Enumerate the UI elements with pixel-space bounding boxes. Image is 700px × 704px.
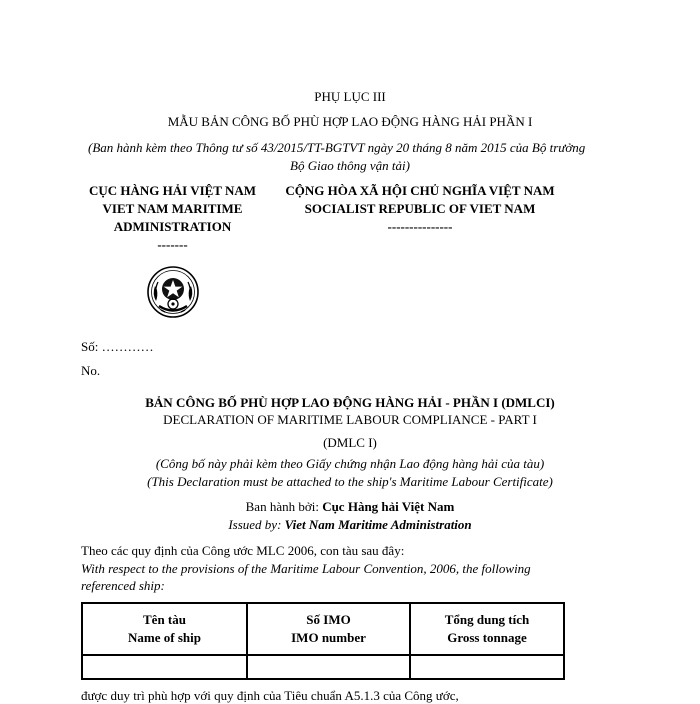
issued-by-vi-label: Ban hành bởi: — [245, 499, 323, 514]
table-header-imo-number: Số IMO IMO number — [247, 603, 410, 655]
intro-en-line-1: With respect to the provisions of the Maritime Labour Convention, 2006, the following — [81, 561, 531, 576]
document-title-en: DECLARATION OF MARITIME LABOUR COMPLIANCE - PART I — [163, 412, 537, 427]
national-emblem-icon — [147, 266, 199, 318]
gross-tonnage-cell[interactable] — [410, 655, 564, 679]
document-number-vi: Số: ………… — [81, 339, 154, 354]
footer-text: được duy trì phù hợp với quy định của Tiêu chuẩn A5.1.3 của Công ước, — [81, 688, 459, 703]
issued-by-en-value: Viet Nam Maritime Administration — [284, 517, 472, 532]
table-header-row — [82, 603, 564, 655]
form-title: MẪU BẢN CÔNG BỐ PHÙ HỢP LAO ĐỘNG HÀNG HẢI PHẦN I — [167, 114, 533, 129]
table-row — [82, 655, 564, 679]
document-code: (DMLC I) — [323, 435, 377, 450]
intro-vi: Theo các quy định của Công ước MLC 2006, con tàu sau đây: — [81, 543, 405, 558]
imo-number-cell[interactable] — [247, 655, 410, 679]
right-header-line-2: SOCIALIST REPUBLIC OF VIET NAM — [304, 201, 536, 216]
appendix-heading: PHỤ LỤC III — [314, 89, 386, 104]
issued-by-en — [0, 517, 700, 533]
issued-by-vi — [0, 499, 700, 515]
table-header-gross-tonnage: Tổng dung tích Gross tonnage — [410, 603, 564, 655]
right-header-line-1: CỘNG HÒA XÃ HỘI CHỦ NGHĨA VIỆT NAM — [285, 183, 555, 198]
issued-by-vi-value: Cục Hàng hải Việt Nam — [322, 499, 455, 514]
intro-en-line-2: referenced ship: — [81, 578, 165, 593]
ship-details-table — [81, 602, 565, 680]
issued-note-line-2: Bộ Giao thông vận tải) — [290, 158, 410, 173]
table-header-ship-name: Tên tàu Name of ship — [82, 603, 247, 655]
left-header-rule: ------- — [157, 237, 188, 252]
document-number-en: No. — [81, 363, 101, 378]
attachment-note-en: (This Declaration must be attached to the ship's Maritime Labour Certificate) — [147, 474, 553, 489]
attachment-note-vi: (Công bố này phải kèm theo Giấy chứng nhận Lao động hàng hải của tàu) — [155, 456, 545, 471]
left-header-line-3: ADMINISTRATION — [113, 219, 232, 234]
left-header-line-2: VIET NAM MARITIME — [102, 201, 243, 216]
left-header-line-1: CỤC HÀNG HẢI VIỆT NAM — [88, 183, 257, 198]
ship-name-cell[interactable] — [82, 655, 247, 679]
issued-by-en-label: Issued by: — [228, 517, 285, 532]
document-title-vi: BẢN CÔNG BỐ PHÙ HỢP LAO ĐỘNG HÀNG HẢI - PHẦN I (DMLCI) — [145, 395, 555, 410]
issued-note-line-1: (Ban hành kèm theo Thông tư số 43/2015/TT-BGTVT ngày 20 tháng 8 năm 2015 của Bộ trưởng — [88, 140, 586, 155]
right-header-rule: --------------- — [387, 219, 453, 234]
